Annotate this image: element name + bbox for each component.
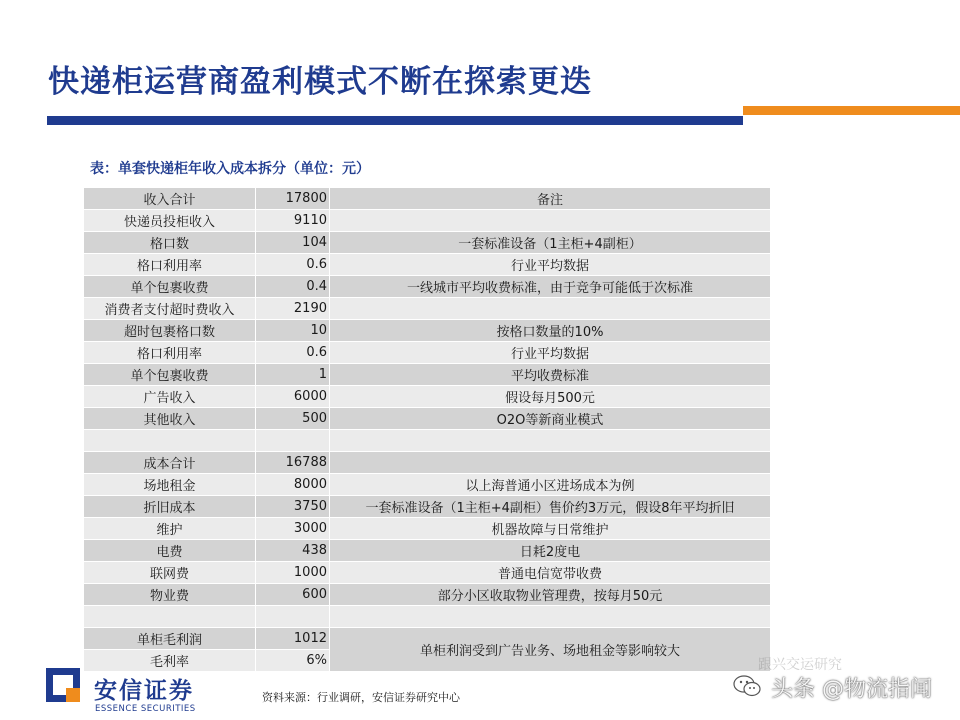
row-value: 1012 [256,628,330,650]
row-note: 按格口数量的10% [330,320,771,342]
row-note: 一线城市平均收费标准，由于竞争可能低于次标准 [330,276,771,298]
row-note: 备注 [330,188,771,210]
table-row [84,430,771,452]
row-label: 其他收入 [84,408,256,430]
essence-logo-icon [46,668,80,702]
table-row [84,452,771,474]
row-label: 成本合计 [84,452,256,474]
row-note [330,452,771,474]
row-note [330,210,771,232]
table-row [84,628,771,650]
row-label: 单个包裹收费 [84,364,256,386]
row-value: 104 [256,232,330,254]
row-note: 一套标准设备（1主柜+4副柜） [330,232,771,254]
row-note: 平均收费标准 [330,364,771,386]
watermark-text: 头条 @物流指闻 [771,677,932,702]
row-value: 6% [256,650,330,672]
row-label: 收入合计 [84,188,256,210]
row-note: 部分小区收取物业管理费，按每月50元 [330,584,771,606]
row-note: 普通电信宽带收费 [330,562,771,584]
row-label [84,606,256,628]
row-value: 0.6 [256,342,330,364]
row-value: 17800 [256,188,330,210]
row-value: 10 [256,320,330,342]
row-note: 行业平均数据 [330,254,771,276]
row-value: 500 [256,408,330,430]
row-note: 一套标准设备（1主柜+4副柜）售价约3万元，假设8年平均折旧 [330,496,771,518]
row-label: 消费者支付超时费收入 [84,298,256,320]
table-row [84,562,771,584]
table-row [84,408,771,430]
table-row [84,342,771,364]
row-value: 9110 [256,210,330,232]
table-row [84,210,771,232]
revenue-cost-table [83,187,771,672]
table-row [84,298,771,320]
row-label: 广告收入 [84,386,256,408]
row-label: 联网费 [84,562,256,584]
row-value: 2190 [256,298,330,320]
row-note: O2O等新商业模式 [330,408,771,430]
table-row [84,320,771,342]
row-label: 超时包裹格口数 [84,320,256,342]
table-row [84,606,771,628]
table-row [84,496,771,518]
row-label: 格口利用率 [84,342,256,364]
row-label: 格口数 [84,232,256,254]
row-value: 1 [256,364,330,386]
table-caption: 表：单套快递柜年收入成本拆分（单位：元） [90,161,370,177]
row-label: 单柜毛利润 [84,628,256,650]
row-value: 600 [256,584,330,606]
table-row [84,364,771,386]
row-label: 快递员投柜收入 [84,210,256,232]
logo-name-cn: 安信证券 [94,678,194,704]
row-value: 0.4 [256,276,330,298]
table-row [84,474,771,496]
row-label: 维护 [84,518,256,540]
watermark-faint: 跟兴交运研究 [758,657,842,673]
row-label: 单个包裹收费 [84,276,256,298]
title-rule-orange [743,106,960,115]
row-label: 折旧成本 [84,496,256,518]
row-label: 格口利用率 [84,254,256,276]
row-note: 单柜利润受到广告业务、场地租金等影响较大 [330,628,771,672]
table-row [84,188,771,210]
row-value: 3000 [256,518,330,540]
table-row [84,232,771,254]
page-title: 快递柜运营商盈利模式不断在探索更迭 [48,64,592,100]
row-value: 6000 [256,386,330,408]
row-value: 8000 [256,474,330,496]
row-note [330,430,771,452]
row-value [256,430,330,452]
table-row [84,386,771,408]
logo-name-en: ESSENCE SECURITIES [95,704,196,714]
row-note: 行业平均数据 [330,342,771,364]
row-label: 电费 [84,540,256,562]
row-value: 1000 [256,562,330,584]
row-label [84,430,256,452]
row-note: 假设每月500元 [330,386,771,408]
table-row [84,276,771,298]
row-value [256,606,330,628]
row-note: 机器故障与日常维护 [330,518,771,540]
table-row [84,518,771,540]
source-note: 资料来源：行业调研，安信证券研究中心 [262,691,460,704]
row-value: 3750 [256,496,330,518]
row-value: 0.6 [256,254,330,276]
wechat-icon [733,674,761,698]
table-row [84,540,771,562]
row-note [330,298,771,320]
title-rule-blue [47,116,743,125]
row-value: 16788 [256,452,330,474]
row-note [330,606,771,628]
row-label: 场地租金 [84,474,256,496]
table-row [84,254,771,276]
row-note: 日耗2度电 [330,540,771,562]
row-note: 以上海普通小区进场成本为例 [330,474,771,496]
table-row [84,584,771,606]
row-value: 438 [256,540,330,562]
row-label: 毛利率 [84,650,256,672]
row-label: 物业费 [84,584,256,606]
